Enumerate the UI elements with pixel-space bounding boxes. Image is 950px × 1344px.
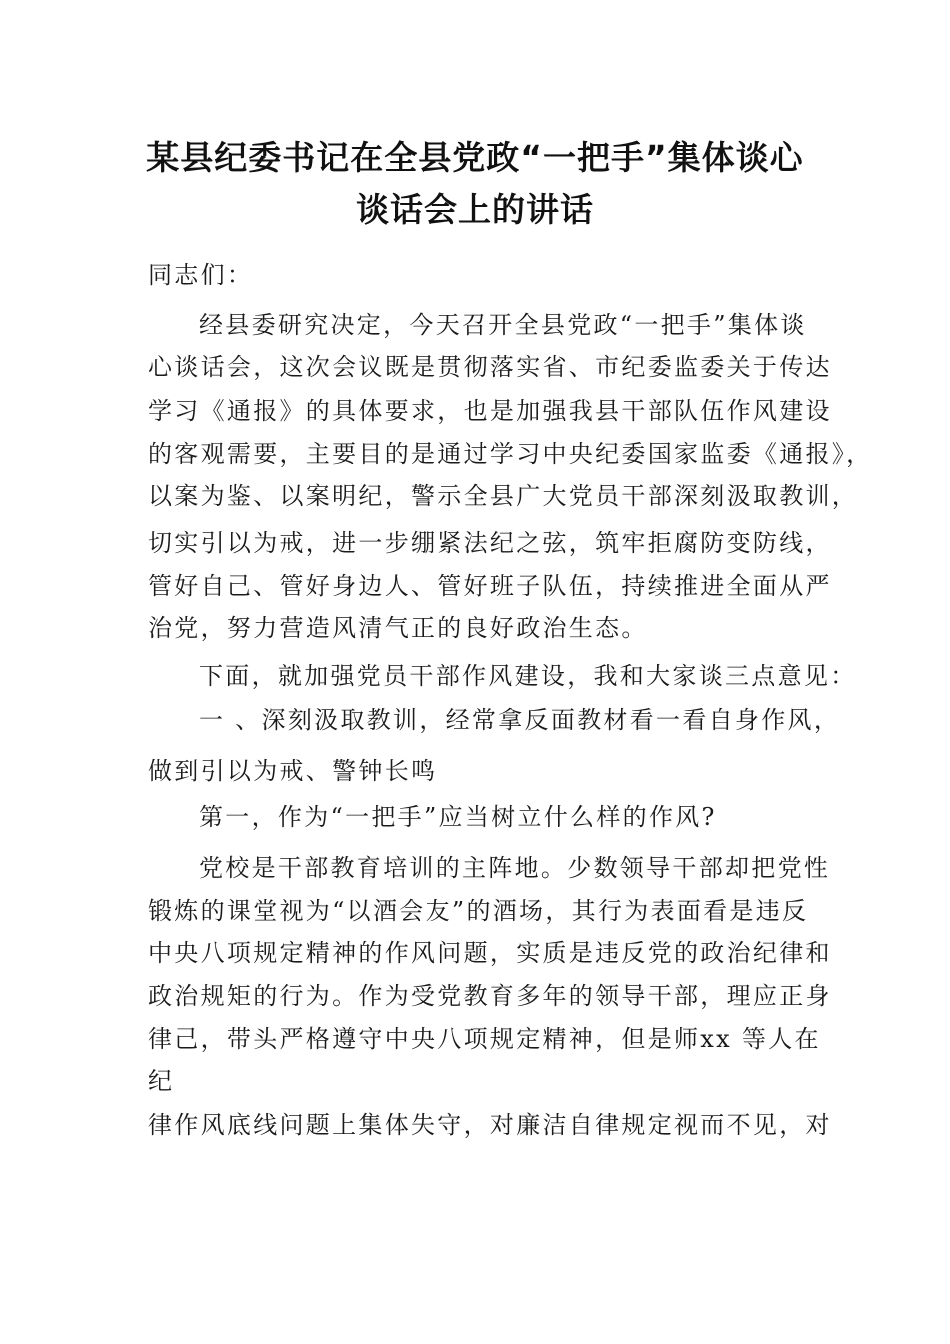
- paragraph-line: 经县委研究决定，今天召开全县党政“一把手”集体谈: [199, 311, 807, 339]
- document-title-line-1: 某县纪委书记在全县党政“一把手”集体谈心: [146, 138, 804, 177]
- paragraph-line: 中央八项规定精神的作风问题，实质是违反党的政治纪律和: [148, 939, 832, 967]
- paragraph-line: 学习《通报》的具体要求，也是加强我县干部队伍作风建设: [148, 397, 832, 425]
- paragraph-line: 的客观需要，主要目的是通过学习中央纪委国家监委《通报》，: [148, 440, 873, 468]
- paragraph-line: 律己，带头严格遵守中央八项规定精神，但是师xx 等人在: [148, 1025, 821, 1053]
- salutation: 同志们：: [148, 261, 254, 289]
- section-heading-line: 做到引以为戒、警钟长鸣: [148, 757, 438, 785]
- paragraph-line: 律作风底线问题上集体失守，对廉洁自律规定视而不见，对: [148, 1111, 832, 1139]
- paragraph-line: 政治规矩的行为。作为受党教育多年的领导干部，理应正身: [148, 982, 832, 1010]
- paragraph-line: 纪: [148, 1067, 175, 1095]
- paragraph-line: 锻炼的课堂视为“以酒会友”的酒场，其行为表面看是违反: [148, 897, 809, 925]
- paragraph-line: 切实引以为戒，进一步绷紧法纪之弦，筑牢拒腐防变防线，: [148, 529, 832, 557]
- paragraph-line: 以案为鉴、以案明纪，警示全县广大党员干部深刻汲取教训，: [148, 482, 859, 510]
- section-heading-line: 一 、深刻汲取教训，经常拿反面教材看一看自身作风，: [199, 706, 841, 734]
- paragraph-line: 治党，努力营造风清气正的良好政治生态。: [148, 614, 648, 642]
- paragraph-line: 党校是干部教育培训的主阵地。少数领导干部却把党性: [199, 854, 831, 882]
- paragraph-line: 心谈话会，这次会议既是贯彻落实省、市纪委监委关于传达: [148, 353, 832, 381]
- paragraph-line: 下面，就加强党员干部作风建设，我和大家谈三点意见：: [199, 662, 857, 690]
- document-title-line-2: 谈话会上的讲话: [356, 190, 594, 229]
- paragraph-line: 管好自己、管好身边人、管好班子队伍，持续推进全面从严: [148, 572, 832, 600]
- subsection-heading: 第一，作为“一把手”应当树立什么样的作风?: [199, 803, 717, 831]
